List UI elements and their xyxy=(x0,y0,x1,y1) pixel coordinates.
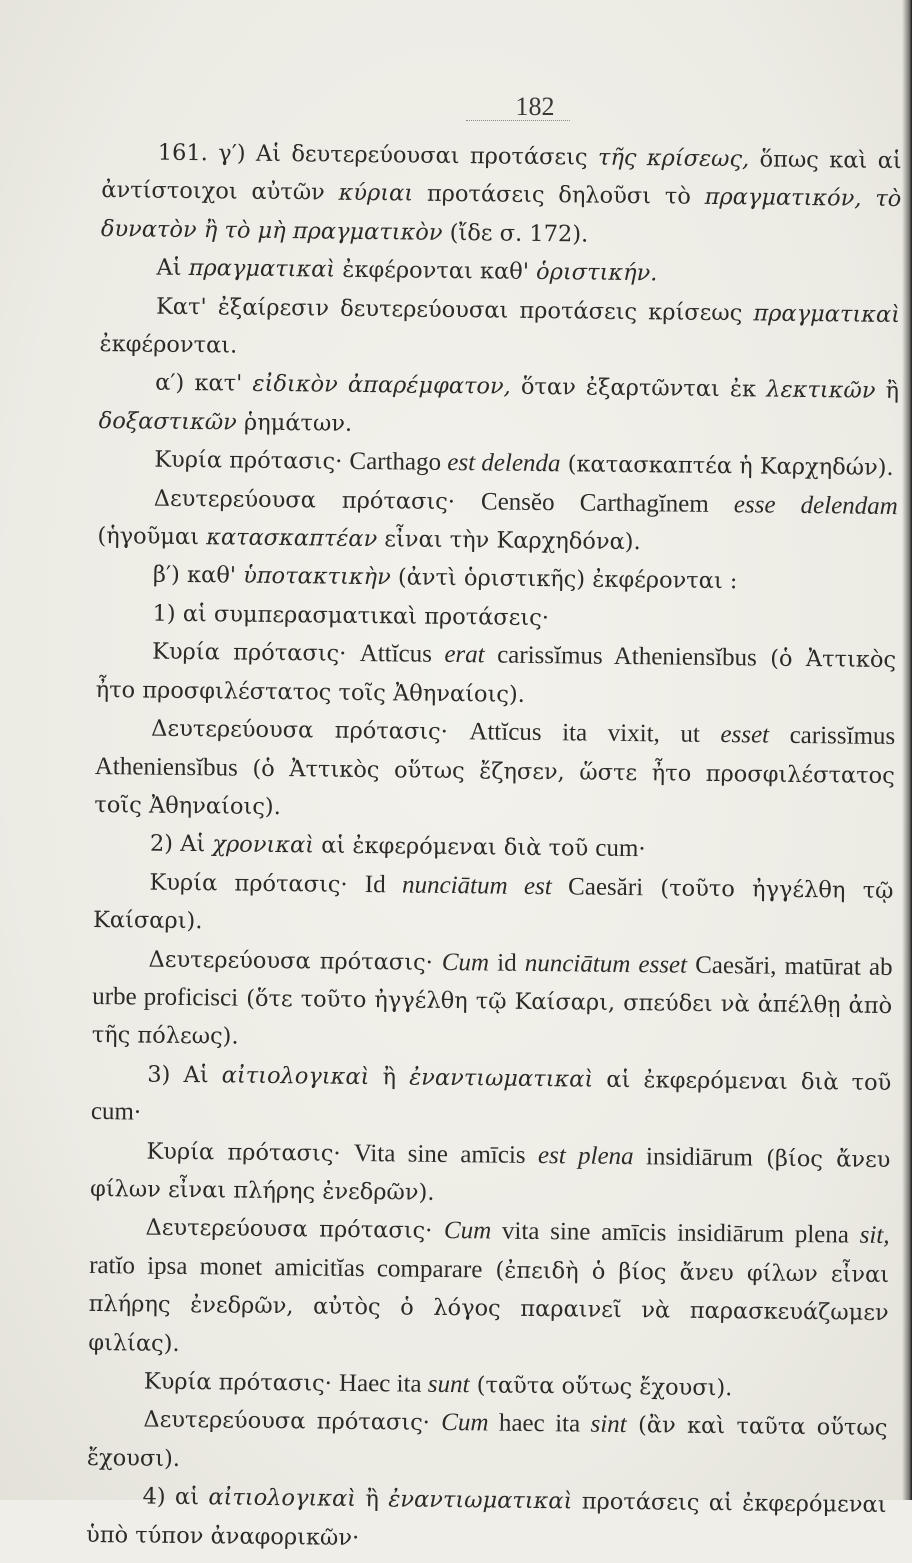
greek-text: Δευτερεύουσα πρότασις· xyxy=(145,1214,445,1245)
greek-text: ὑποτακτικὴν xyxy=(243,563,391,591)
greek-text: ῥημάτων. xyxy=(236,409,353,437)
greek-text: ἢ xyxy=(355,1486,389,1513)
latin-text: Cum xyxy=(441,948,490,976)
greek-text: ἢ xyxy=(875,378,900,405)
paragraph xyxy=(97,479,898,565)
greek-text: · xyxy=(638,836,646,863)
paragraph xyxy=(90,1131,891,1217)
greek-text: λεκτικῶν xyxy=(766,376,876,405)
latin-text: Id xyxy=(364,870,403,899)
greek-text: πραγματικόν, τὸ δυνατὸν ἢ τὸ μὴ πραγματικὸν xyxy=(100,184,902,246)
greek-text: Αἱ xyxy=(156,254,189,282)
greek-text: (ἡγοῦμαι xyxy=(97,523,207,551)
greek-text: ὁριστικήν. xyxy=(535,259,658,287)
latin-text: Cum xyxy=(441,1409,489,1437)
greek-text: (ὁ Ἀττικὸς ἦτο προσφιλέστατος τοῖς Ἀθηναίοις). xyxy=(95,645,897,708)
greek-text: (ἂν καὶ ταῦτα οὕτως ἔχουσι). xyxy=(86,1412,888,1472)
latin-text: carissĭmus Atheniensĭbus xyxy=(94,721,896,782)
greek-text: ἐναντιωματικαὶ xyxy=(409,1064,594,1093)
greek-text: προτάσεις αἱ ἐκφερόμεναι ὑπὸ τύπον ἀναφορικῶν· xyxy=(85,1488,887,1551)
greek-text: Δευτερεύουσα πρότασις· xyxy=(153,485,482,515)
latin-text: ratĭo ipsa monet amicitĭas comparare xyxy=(89,1251,483,1284)
latin-text: Caesări xyxy=(551,872,644,901)
greek-text: αἰτιολογικαὶ xyxy=(221,1062,370,1090)
paragraph xyxy=(99,287,900,373)
greek-text: α′) κατ' xyxy=(155,370,253,398)
paragraph xyxy=(101,133,902,257)
paragraph xyxy=(99,363,900,449)
greek-text: ὅπως καὶ αἱ ἀντίστοιχοι αὐτῶν xyxy=(101,146,902,207)
latin-text: esse delendam xyxy=(733,490,898,520)
greek-text: ἐκφέρονται. xyxy=(99,331,238,359)
page-number-rule xyxy=(466,120,570,121)
greek-text: β′) καθ' xyxy=(152,562,244,590)
greek-text: Κυρία πρότασις· xyxy=(146,1138,354,1167)
latin-text: carissĭmus Atheniensĭbus xyxy=(484,641,757,672)
greek-text: 161. γ′) Αἱ δευτερεύουσαι προτάσεις xyxy=(157,139,599,171)
greek-text: δοξαστικῶν xyxy=(98,407,237,436)
latin-text: sint xyxy=(590,1411,627,1439)
greek-text: (ταῦτα οὕτως ἔχουσι). xyxy=(469,1372,733,1402)
greek-text: Δευτερεύουσα πρότασις· xyxy=(143,1406,442,1437)
greek-text: (ὅτε τοῦτο ἠγγέλθη τῷ Καίσαρι, σπεύδει νὰ ἀπέλθῃ ἀπὸ τῆς πόλεως). xyxy=(91,985,893,1050)
latin-text: Vita sine amīcis xyxy=(353,1139,539,1169)
greek-text: Κυρία πρότασις· xyxy=(149,869,366,898)
greek-text: αἱ ἐκφερόμεναι διὰ τοῦ xyxy=(593,1066,892,1096)
greek-text: (ἀντὶ ὁριστικῆς) ἐκφέρονται : xyxy=(390,564,738,595)
latin-text: nunciātum est xyxy=(401,871,552,900)
greek-text: (κατασκαπτέα ἡ Καρχηδών). xyxy=(560,451,894,482)
greek-text: (τοῦτο ἠγγέλθη τῷ Καίσαρι). xyxy=(92,874,894,935)
latin-text: sit, xyxy=(859,1222,890,1250)
latin-text: Haec ita xyxy=(338,1369,429,1398)
latin-text: esset xyxy=(720,721,770,749)
greek-text: (ἴδε σ. 172). xyxy=(442,219,589,248)
latin-text: est plena xyxy=(537,1141,634,1170)
paragraph xyxy=(92,939,893,1063)
greek-text: ἢ xyxy=(369,1063,410,1091)
page-number: 182 xyxy=(515,92,555,121)
latin-text: insidiārum xyxy=(633,1142,754,1172)
greek-text: πραγματικαὶ xyxy=(753,300,901,328)
greek-text: 2) Αἱ xyxy=(149,830,213,858)
paragraph xyxy=(86,1477,887,1563)
latin-text: haec ita xyxy=(488,1409,591,1439)
latin-text: Censĕo Carthagĭnem xyxy=(480,487,735,518)
greek-text: αἰτιολογικαὶ xyxy=(208,1484,357,1513)
latin-text: sunt xyxy=(427,1370,470,1399)
greek-text: Κατ' ἐξαίρεσιν δευτερεύουσαι προτάσεις κρίσεως xyxy=(155,293,754,327)
greek-text: χρονικαὶ xyxy=(212,831,315,859)
greek-text: 1) αἱ συμπερασματικαὶ προτάσεις· xyxy=(152,600,550,631)
greek-text: Δευτερεύουσα πρότασις· xyxy=(151,715,470,746)
greek-text: (βίος ἄνευ φίλων εἶναι πλήρης ἐνεδρῶν). xyxy=(89,1145,891,1206)
greek-text: ὅταν ἐξαρτῶνται ἐκ xyxy=(510,374,767,403)
paragraph xyxy=(93,863,894,949)
greek-text: ἐναντιωματικαὶ xyxy=(388,1486,573,1515)
greek-text: 4) αἱ xyxy=(142,1483,209,1511)
latin-text: nunciātum esset xyxy=(524,949,688,979)
paragraph xyxy=(88,1208,890,1371)
greek-text: (ὁ Ἀττικὸς οὕτως ἔζησεν, ὥστε ἦτο προσφιλέστατος τοῖς Ἀθηναίοις). xyxy=(94,755,895,820)
body-text xyxy=(86,133,902,1563)
latin-text: vita sine amīcis insidiārum plena xyxy=(491,1217,860,1250)
latin-text: Caesări, matūrat ab urbe proficisci xyxy=(92,951,893,1012)
latin-text: id xyxy=(488,948,525,977)
greek-text: Κυρία πρότασις· xyxy=(154,446,350,476)
paragraph xyxy=(91,1055,892,1141)
greek-text: ἐκφέρονται καθ' xyxy=(335,256,537,286)
greek-text: 3) Αἱ xyxy=(147,1061,222,1089)
latin-text: Cum xyxy=(443,1217,492,1245)
latin-text: Attĭcus ita vixit, ut xyxy=(469,718,721,749)
paragraph xyxy=(94,709,895,833)
greek-text: εἰδικὸν ἀπαρέμφατον, xyxy=(252,371,511,401)
latin-text: Carthago xyxy=(349,448,448,477)
latin-text: erat xyxy=(444,641,485,669)
latin-text: est delenda xyxy=(447,449,561,478)
greek-text: εἶναι τὴν Καρχηδόνα). xyxy=(377,526,641,556)
latin-text: Attĭcus xyxy=(359,640,445,669)
greek-text: προτάσεις δηλοῦσι τὸ xyxy=(412,180,705,211)
paragraph xyxy=(87,1400,888,1486)
greek-text: κύριαι xyxy=(338,180,414,207)
greek-text: τῆς κρίσεως, xyxy=(597,144,750,173)
greek-text: · xyxy=(133,1099,142,1126)
greek-text: κατασκαπτέαν xyxy=(206,524,378,553)
latin-text: cum xyxy=(90,1098,135,1126)
latin-text: cum xyxy=(595,834,639,863)
greek-text: πραγματικαὶ xyxy=(188,255,336,283)
greek-text: Δευτερεύουσα πρότασις· xyxy=(148,946,442,976)
greek-text: Κυρία πρότασις· xyxy=(143,1368,340,1397)
paragraph xyxy=(95,632,896,718)
greek-text: Κυρία πρότασις· xyxy=(151,638,360,668)
page-edge-shadow xyxy=(902,0,912,1500)
greek-text: (ἐπειδὴ ὁ βίος ἄνευ φίλων εἶναι πλήρης ἐνεδρῶν, αὐτὸς ὁ λόγος παραινεῖ νὰ παρασκευάζωμεν φιλίας). xyxy=(88,1257,890,1357)
greek-text: αἱ ἐκφερόμεναι διὰ τοῦ xyxy=(313,832,596,862)
